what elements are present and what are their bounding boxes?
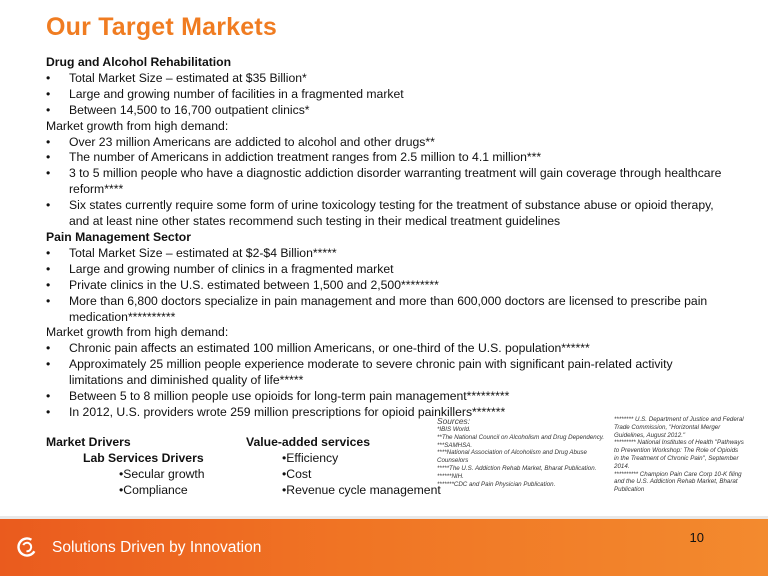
market-drivers-label: Market Drivers xyxy=(46,435,131,449)
source-item: ****National Association of Alcoholism and Drug Abuse Counselors xyxy=(437,449,587,465)
value-item: •Revenue cycle management xyxy=(282,483,441,497)
pain-subheading: Market growth from high demand: xyxy=(46,325,229,340)
bullet-item: • Large and growing number of clinics in a fragmented market xyxy=(46,262,726,278)
footer-tagline: Solutions Driven by Innovation xyxy=(52,539,262,556)
source-item: *IBIS World. xyxy=(437,426,471,433)
bullet-item: • In 2012, U.S. providers wrote 259 million prescriptions for opioid painkillers******* xyxy=(46,405,726,421)
drug-subheading: Market growth from high demand: xyxy=(46,118,229,133)
lab-drivers-label: Lab Services Drivers xyxy=(83,451,204,465)
bullet-item: • Chronic pain affects an estimated 100 million Americans, or one-third of the U.S. population****** xyxy=(46,341,726,357)
bullet-item: • 3 to 5 million people who have a diagnostic addiction disorder warranting treatment will gain coverage through healthcare reform**** xyxy=(46,166,726,198)
market-content xyxy=(46,55,726,421)
source-item: ******** U.S. Department of Justice and Federal Trade Commission, "Horizontal Merger Guidelines, August 2012." xyxy=(614,416,744,439)
source-item: ********** Champion Pain Care Corp 10-K filing and the U.S. Addiction Rehab Market, Bharat Publication xyxy=(614,470,742,494)
sources-title: Sources: xyxy=(437,416,471,426)
value-item: •Efficiency xyxy=(282,451,339,465)
source-item: **The National Council on Alcoholism and Drug Dependency. xyxy=(437,433,605,441)
lab-driver-item: •Compliance xyxy=(119,483,188,497)
sources-left xyxy=(437,416,607,488)
drivers-block xyxy=(46,434,441,498)
bullet-item: • Private clinics in the U.S. estimated between 1,500 and 2,500******** xyxy=(46,278,726,294)
bullet-item: • The number of Americans in addiction treatment ranges from 2.5 million to 4.1 million*** xyxy=(46,150,726,166)
bullet-item: • Total Market Size – estimated at $35 Billion* xyxy=(46,71,726,87)
bullet-item: • Six states currently require some form of urine toxicology testing for the treatment of substance abuse or opioid therapy, and at least nine other states recommend such testing in their medical treatment guidelines xyxy=(46,198,726,230)
source-item: ********* National Institutes of Health "Pathways to Prevention Workshop: The Role of Opioids in the Treatment of Chronic Pain", September 2014. xyxy=(614,439,744,470)
page-title: Our Target Markets xyxy=(46,13,277,41)
bullet-item: • Approximately 25 million people experience moderate to severe chronic pain with significant pain-related activity limitations and diminished quality of life***** xyxy=(46,357,726,389)
bullet-item: • Between 5 to 8 million people use opioids for long-term pain management********* xyxy=(46,389,726,405)
page-number: 10 xyxy=(689,530,704,545)
source-item: ******NIH. xyxy=(437,472,464,480)
value-added-label: Value-added services xyxy=(246,435,370,449)
bullet-item: • Total Market Size – estimated at $2-$4 Billion***** xyxy=(46,246,726,262)
bullet-item: • Between 14,500 to 16,700 outpatient clinics* xyxy=(46,103,726,119)
bullet-item: • More than 6,800 doctors specialize in pain management and more than 600,000 doctors are licensed to prescribe pain medication********** xyxy=(46,294,726,326)
brand-logo-icon xyxy=(16,536,38,558)
bullet-item: • Large and growing number of facilities in a fragmented market xyxy=(46,87,726,103)
sources-right xyxy=(614,416,744,494)
source-item: *****The U.S. Addiction Rehab Market, Bharat Publication. xyxy=(437,464,597,472)
lab-driver-item: •Secular growth xyxy=(119,467,205,481)
value-item: •Cost xyxy=(282,467,312,481)
source-item: ***SAMHSA. xyxy=(437,441,473,449)
bullet-item: • Over 23 million Americans are addicted to alcohol and other drugs** xyxy=(46,135,726,151)
source-item: *******CDC and Pain Physician Publication. xyxy=(437,480,556,488)
drug-heading: Drug and Alcohol Rehabilitation xyxy=(46,55,232,69)
pain-heading: Pain Management Sector xyxy=(46,229,191,244)
